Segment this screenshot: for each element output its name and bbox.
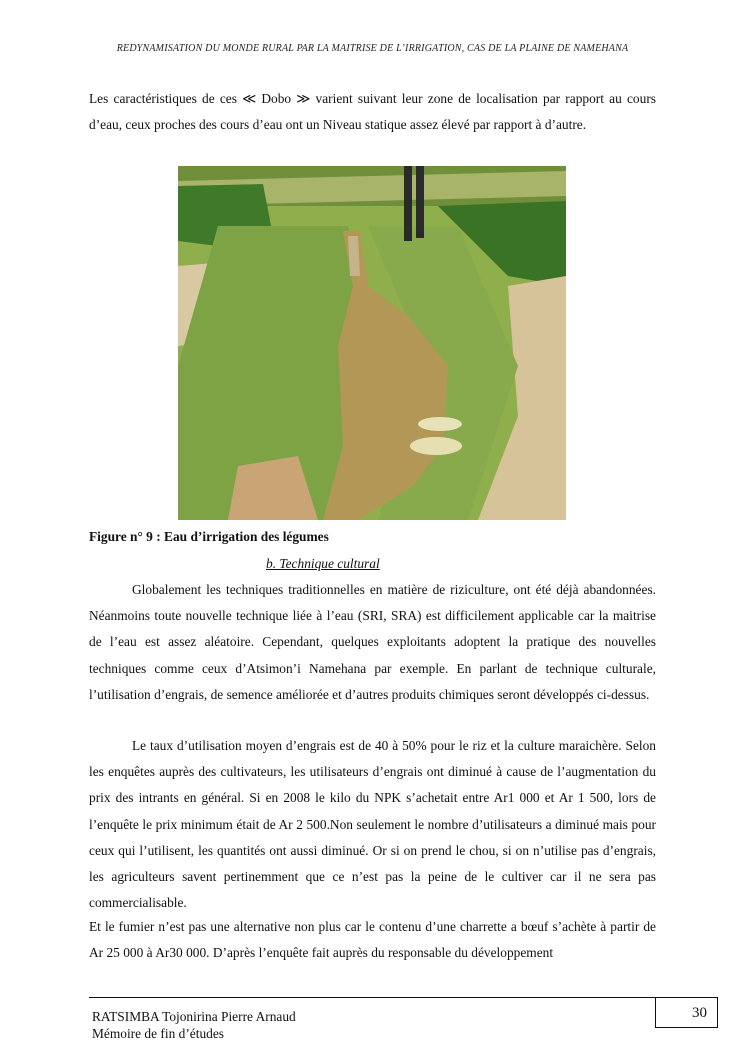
footer-divider [89, 997, 656, 998]
paragraph-techniques: Globalement les techniques traditionnelles en matière de riziculture, ont été déjà abandonnées. Néanmoins toute nouvelle technique liée à l’eau (SRI, SRA) est difficilement applicable car la maitrise de l’eau est assez aléatoire. Cependant, quelques exploitants adoptent la pratique des nouvelles techniques comme ceux d’Atsimon’i Namehana par exemple. En parlant de technique culturale, l’utilisation d’engrais, de semence améliorée et d’autres produits chimiques seront développés ci-dessus. [89, 582, 656, 702]
running-header: REDYNAMISATION DU MONDE RURAL PAR LA MAITRISE DE L’IRRIGATION, CAS DE LA PLAINE DE NAMEHANA [116, 43, 629, 54]
intro-paragraph: Les caractéristiques de ces ≪ Dobo ≫ varient suivant leur zone de localisation par rapport au cours d’eau, ceux proches des cours d’eau ont un Niveau statique assez élevé par rapport à d’autre. [89, 91, 656, 133]
footer-info [92, 1008, 296, 1042]
figure-photo-irrigation-channel [178, 166, 566, 520]
footer-document-type: Mémoire de fin d’études [92, 1026, 225, 1041]
footer-author: RATSIMBA Tojonirina Pierre Arnaud [92, 1009, 296, 1024]
page-number: 30 [655, 997, 718, 1028]
paragraph-fumier: Et le fumier n’est pas une alternative non plus car le contenu d’une charrette a bœuf s’achète à partir de Ar 25 000 à Ar30 000. D’après l’enquête fait auprès du responsable du développement [89, 919, 656, 961]
section-heading: b. Technique cultural [266, 556, 380, 571]
irrigation-photo [178, 166, 566, 520]
paragraph-engrais: Le taux d’utilisation moyen d’engrais est de 40 à 50% pour le riz et la culture maraichère. Selon les enquêtes auprès des cultivateurs, les utilisateurs d’engrais ont diminué à cause de l’augmentation du prix des intrants en général. Si en 2008 le kilo du NPK s’achetait entre Ar1 000 et Ar 1 500, lors de l’enquête le prix minimum était de Ar 2 500.Non seulement le nombre d’utilisateurs a diminué mais pour ceux qui l’utilisent, les quantités ont aussi diminué. Or si on prend le chou, si on n’utilise pas d’engrais, les agriculteurs savent pertinemment que ce n’est pas la peine de le cultiver car il ne sera pas commercialisable. [89, 738, 656, 911]
figure-caption: Figure n° 9 : Eau d’irrigation des légumes [89, 529, 329, 544]
